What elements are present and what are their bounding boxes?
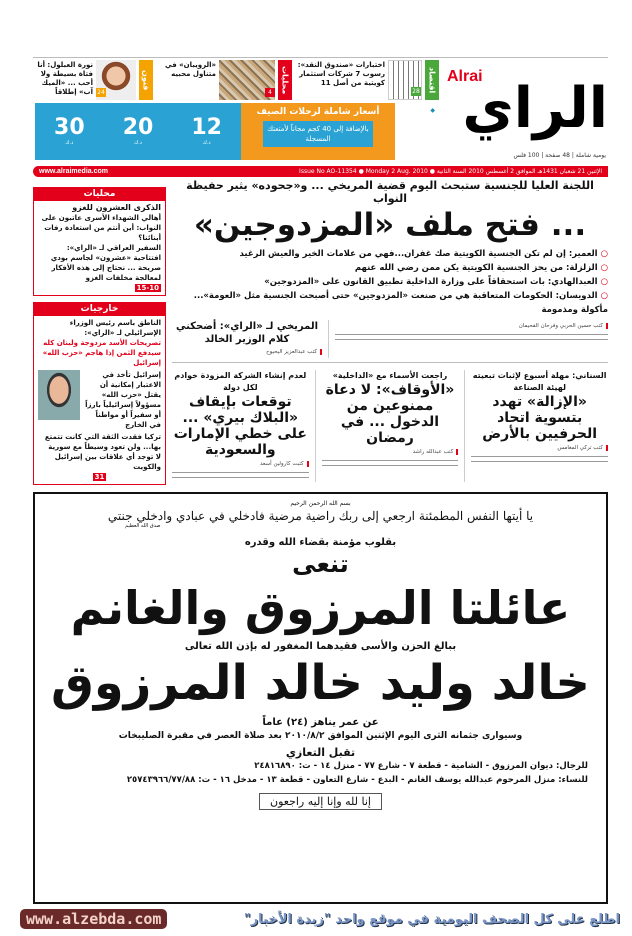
teaser-photo xyxy=(96,60,136,100)
tagline: يومية شاملة xyxy=(575,152,606,159)
story-title: توقعات بإيقاف «البلاك بيري» ... على خطي الإمارات والسعودية xyxy=(173,394,307,458)
byline: كتب تركي المغامس xyxy=(471,445,608,451)
logo-arabic: الراي xyxy=(462,76,608,141)
sidebar-highlight: تصريحات الأسد مزدوجة ولبنان كله سيدفع الثمن إذا هاجم «حزب الله» إسرائيل xyxy=(42,339,161,367)
divider xyxy=(464,370,465,482)
deceased-age: عن عمر يناهز (٢٤) عاماً xyxy=(262,717,379,728)
sidebar-item: أهالي الشهداء الأسرى عاتبون على النواب: أين أنتم من استعادة رفات أبنائنا؟ xyxy=(41,214,161,242)
sidebar-title: الذكرى العشرون للغزو xyxy=(72,203,161,212)
bullet: ○ الزلزلة: من يحز الجنسية الكويتية يكن ممن رضي الله عنهم xyxy=(172,261,608,275)
teaser-arts[interactable] xyxy=(33,60,153,100)
masthead-meta: يومية شاملة | 48 صفحة | 100 فلس xyxy=(513,152,606,159)
bullet: ○ العبدالهادي: بات استحقاقاً على وزارة الداخلية تطبيق القانون على «المزدوجين» xyxy=(172,275,608,289)
sidebar-photo-row xyxy=(34,368,165,432)
page-number: 4 xyxy=(265,88,275,97)
ad-offer xyxy=(241,103,395,160)
sidebar-local[interactable] xyxy=(33,187,166,296)
deceased-name: خالد وليد خالد المرزوق xyxy=(51,655,590,711)
airline-logo: ◆ xyxy=(395,103,437,160)
top-rule xyxy=(33,57,608,58)
byline: كتب حسين الحربي وفرحان الفحيمان xyxy=(335,323,608,329)
price-value: 12 xyxy=(191,115,222,140)
story-title: «الإزالة» تهدد بتسوية اتحاد الحرفيين بالأرض xyxy=(482,394,598,442)
spokesman-photo xyxy=(38,370,80,420)
story-subtitle: لعدم إنشاء الشركة المزودة خوادم لكل دولة xyxy=(174,371,307,392)
ad-baggage-offer: بالإضافة إلى 40 كجم مجاناً لأمتعتك المسجلة xyxy=(263,121,373,147)
lead-kicker: اللجنة العليا للجنسية ستبحث اليوم قضية المريخي ... و«جحوده» يثير حفيظة النواب xyxy=(186,179,594,205)
page-number: 24 xyxy=(97,89,105,96)
ad-prices xyxy=(35,103,241,160)
ad-banner[interactable] xyxy=(35,103,437,160)
basmala: بسم الله الرحمن الرحيم xyxy=(290,500,351,507)
lead-lower-row xyxy=(172,320,608,358)
sidebar-intro: الناطق باسم رئيس الوزراء الإسرائيلي لـ «الراي»: xyxy=(69,319,161,337)
page-number: 28 xyxy=(412,88,420,95)
website-link[interactable]: www.alraimedia.com xyxy=(39,168,108,175)
date-bar xyxy=(33,166,608,177)
sidebar xyxy=(33,187,166,485)
obituary-announce: تنعى xyxy=(292,550,349,578)
obituary-families: عائلتا المرزوق والغانم xyxy=(70,581,571,635)
price-tier xyxy=(123,116,154,147)
sidebar-item: إسرائيل تأخذ في الاعتبار إمكانية أن يقتل «حزب الله» مسؤولاً إسرائيلياً بارزاً أو سفيراً أو مواطناً في الخارج xyxy=(85,371,161,429)
story-subtitle: السناني: مهلة أسبوع لإثبات تبعيته لهيئة الصناعة xyxy=(472,371,607,392)
story-body xyxy=(172,470,309,482)
story-body xyxy=(335,332,608,344)
obituary-line: ببالغ الحزن والأسى فقيدهما المغفور له بإذن الله تعالى xyxy=(184,641,457,652)
teaser-text: «الرويبان» في متناول محبيه xyxy=(165,61,216,78)
story-title: المريخي لـ «الراي»: أضحكني كلام الوزير الخالد xyxy=(175,321,319,345)
condolences-women: للنساء: منزل المرحوم عبدالله يوسف الغانم - البدع - شارع التعاون - قطعة ١٣ - مدخل ١٦ - ت: ٢٥٧٤٣٩٦٦/٧٧/٨٨ xyxy=(126,775,588,785)
closing-verse: إنا لله وإنا إليه راجعون xyxy=(259,793,382,810)
price-value: 20 xyxy=(122,115,154,140)
divider xyxy=(172,362,608,363)
logo-latin: Alrai xyxy=(447,68,483,85)
price-currency: د.ك xyxy=(65,140,74,146)
sidebar-item: افتتاحية «عشرون» لجاسم بودي صريحة ... نحتاج إلى هذه الأفكار لمعالجة مخلفات الغزو xyxy=(50,254,161,282)
obituary-ad xyxy=(33,492,608,904)
sidebar-item: تركيا فقدت الثقة التي كانت تتمتع بها... ولن تعود وسيطاً مع سورية xyxy=(44,433,161,451)
bullet: ○ العمير: إن لم تكن الجنسية الكويتية صك غفران...فهي من علامات الخير والعيش الرغيد xyxy=(172,247,608,261)
bullet: ○ الدويسان: الحكومات المتعاقبة هي من صنعت «المزدوجين» حتى أصبحت الجنسية مثل «العومة»... مأكولة ومذمومة xyxy=(172,289,608,317)
byline: كتب عبدالله راشد xyxy=(322,449,459,455)
footer-banner[interactable] xyxy=(20,906,620,932)
stories-row xyxy=(172,370,608,482)
lead-body xyxy=(335,320,608,358)
teaser-local[interactable] xyxy=(158,60,292,100)
story[interactable] xyxy=(322,370,459,482)
teaser-section: فنون xyxy=(139,60,153,100)
verse-source: صدق الله العظيم xyxy=(125,523,161,529)
story-body xyxy=(322,458,459,470)
teaser-section: اقتصاد xyxy=(425,60,439,100)
footer-slogan: اطلع على كل الصحف اليومية في موقع واحد "زبدة الأخبار" xyxy=(243,911,620,927)
price-value: 30 xyxy=(54,115,85,140)
condolences-title: تقبل التعازي xyxy=(285,746,356,759)
divider xyxy=(328,320,329,358)
sidebar-item: لا توجد أي علاقات بين إسرائيل والكويت xyxy=(54,453,161,471)
side-story[interactable] xyxy=(172,320,322,358)
sidebar-item: السفير العراقي لـ «الراي»: xyxy=(66,244,161,252)
condolences-men: للرجال: ديوان المرزوق - الشامية - قطعة ٧ - شارع ٧٧ - منزل ١٤ - ت: ٢٤٨١٦٨٩٠ xyxy=(254,761,588,771)
issue-date: الإثنين 21 شعبان 1431هـ الموافق 2 أغسطس 2010 السنة الثانية ● Issue No AO-11354 ● Monday 2 Aug. 2010 xyxy=(299,168,602,175)
story[interactable] xyxy=(172,370,309,482)
section-header: محليات xyxy=(34,188,165,201)
section-header: خارجيات xyxy=(34,303,165,316)
story[interactable] xyxy=(471,370,608,482)
lead-headline[interactable]: ... فتح ملف «المزدوجين» xyxy=(193,207,587,243)
teaser-economy[interactable] xyxy=(297,60,439,100)
teaser-text: نورة العبلول: أنا فتاة بسيطة ولا أحب ... «الميك آب» إطلاقاً xyxy=(37,61,93,96)
obituary-intro: بقلوب مؤمنة بقضاء الله وقدره xyxy=(244,537,397,548)
lead-area xyxy=(172,179,608,482)
divider xyxy=(315,370,316,482)
footer-url[interactable]: www.alzebda.com xyxy=(20,909,167,929)
story-subtitle: راجعت الأسماء مع «الداخلية» xyxy=(332,371,448,380)
page-badge: 31 xyxy=(94,473,105,481)
teaser-chart-thumb xyxy=(388,60,422,100)
price: 100 فلس xyxy=(513,152,540,159)
story-title: «الأوقاف»: لا دعاة ممنوعين من الدخول ... في رمضان xyxy=(325,382,455,446)
page-badge: 15-10 xyxy=(136,284,159,292)
byline: كتب عبدالعزيز اليحيوح xyxy=(172,349,322,355)
lead-bullets xyxy=(172,247,608,317)
price-currency: د.ك xyxy=(202,140,211,146)
byline: كتبت كارولين أسعد xyxy=(172,461,309,467)
price-tier xyxy=(191,116,222,147)
price-tier xyxy=(54,116,85,147)
price-currency: د.ك xyxy=(134,140,142,146)
story-body xyxy=(471,454,608,466)
teaser-photo xyxy=(219,60,275,100)
teaser-text: اختبارات «صندوق النقد»: رسوب 7 شركات استثمار كويتية من أصل 11 xyxy=(297,61,385,87)
ad-title: أسعار شاملة لرحلات الصيف xyxy=(256,107,380,117)
sidebar-foreign[interactable] xyxy=(33,302,166,485)
teaser-section: محليات xyxy=(278,60,292,100)
burial-info: وسيوارى جثمانه الثرى اليوم الإثنين الموافق ٢٠١٠/٨/٢ بعد صلاة العصر في مقبرة الصليبخات xyxy=(118,731,523,741)
page-count: 48 صفحة xyxy=(545,152,570,159)
quran-verse: يا أيتها النفس المطمئنة ارجعي إلى ربك راضية مرضية فادخلي في عبادي وادخلي جنتي xyxy=(107,509,534,523)
